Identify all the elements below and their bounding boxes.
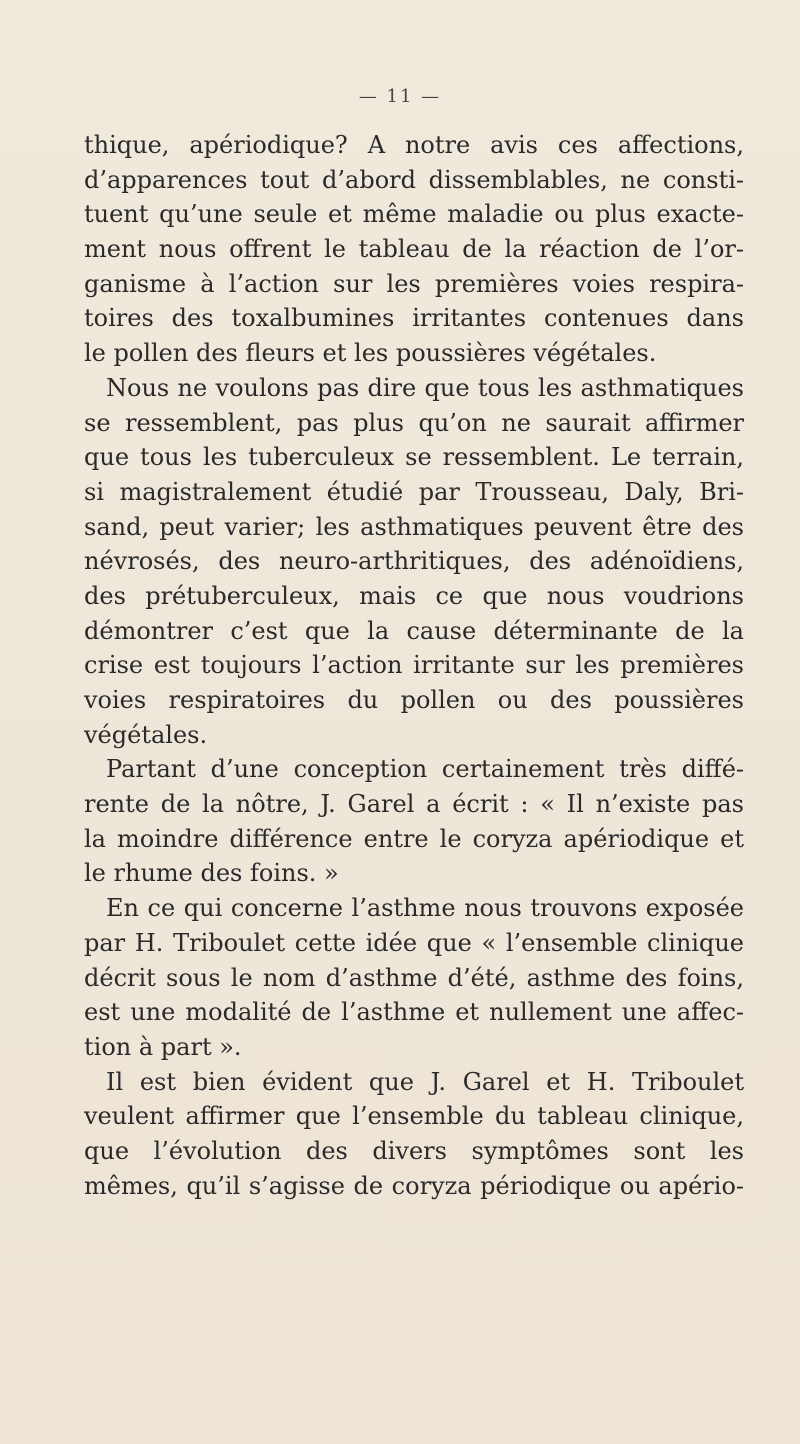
text-line: rente de la nôtre, J. Garel a écrit : « Il n’existe pas: [84, 790, 744, 819]
text-line: tuent qu’une seule et même maladie ou plus exacte-: [84, 200, 744, 229]
body-text: [84, 128, 744, 1203]
text-line: végétales.: [84, 720, 208, 749]
text-line: Nous ne voulons pas dire que tous les asthmatiques: [106, 373, 744, 402]
text-line: le pollen des fleurs et les poussières végétales.: [84, 339, 657, 368]
page-number: — 11 —: [358, 86, 442, 107]
text-line: par H. Triboulet cette idée que « l’ensemble clinique: [84, 928, 744, 957]
text-line: est une modalité de l’asthme et nullement une affec-: [84, 998, 744, 1027]
text-line: sand, peut varier; les asthmatiques peuvent être des: [84, 512, 744, 541]
text-line: le rhume des foins. »: [84, 859, 339, 888]
text-line: si magistralement étudié par Trousseau, Daly, Bri-: [84, 477, 744, 506]
text-line: thique, apériodique? A notre avis ces affections,: [84, 131, 744, 159]
text-line: En ce qui concerne l’asthme nous trouvons exposée: [106, 894, 744, 923]
text-line: ment nous offrent le tableau de la réaction de l’or-: [84, 235, 744, 264]
text-line: mêmes, qu’il s’agisse de coryza périodique ou apério-: [84, 1171, 744, 1200]
text-line: démontrer c’est que la cause déterminante de la: [84, 616, 744, 645]
text-line: veulent affirmer que l’ensemble du tableau clinique,: [84, 1102, 744, 1131]
text-line: toires des toxalbumines irritantes contenues dans: [84, 304, 744, 333]
text-line: ganisme à l’action sur les premières voies respira-: [84, 269, 744, 298]
text-line: que tous les tuberculeux se ressemblent. Le terrain,: [84, 443, 744, 472]
text-line: Partant d’une conception certainement très diffé-: [106, 755, 744, 784]
text-line: décrit sous le nom d’asthme d’été, asthme des foins,: [84, 963, 744, 992]
text-line: des prétuberculeux, mais ce que nous voudrions: [84, 581, 744, 610]
text-line: voies respiratoires du pollen ou des poussières: [84, 686, 744, 714]
text-line: d’apparences tout d’abord dissemblables, ne consti-: [84, 165, 744, 194]
text-line: tion à part ».: [84, 1032, 242, 1061]
text-line: Il est bien évident que J. Garel et H. Triboulet: [106, 1067, 744, 1096]
text-line: crise est toujours l’action irritante sur les premières: [84, 651, 744, 680]
text-line: se ressemblent, pas plus qu’on ne saurait affirmer: [84, 408, 744, 437]
text-line: la moindre différence entre le coryza apériodique et: [84, 824, 744, 853]
text-line: névrosés, des neuro-arthritiques, des adénoïdiens,: [84, 547, 744, 576]
text-line: que l’évolution des divers symptômes sont les: [84, 1136, 744, 1165]
